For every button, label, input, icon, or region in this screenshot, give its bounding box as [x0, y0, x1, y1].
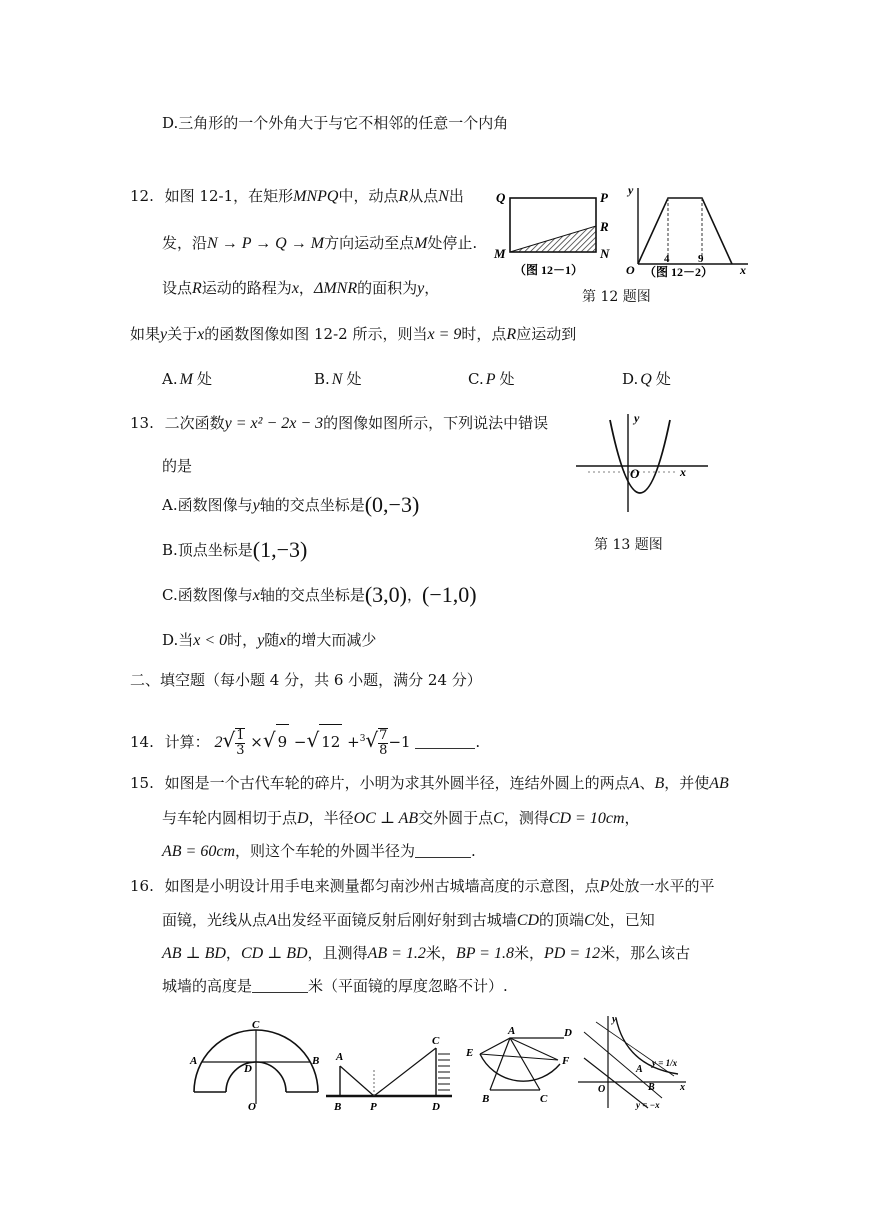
- q16-number: 16.: [130, 877, 154, 895]
- text: 关于: [167, 325, 198, 343]
- label-y-neg-x: y = −x: [636, 1100, 660, 1110]
- op: +: [347, 733, 360, 751]
- q12-option-a: [162, 369, 212, 390]
- label-o: O: [248, 1101, 256, 1112]
- text: 米，: [425, 944, 456, 962]
- text: ，: [424, 279, 440, 297]
- radical-sign: √: [222, 728, 236, 752]
- label-y: y: [612, 1014, 617, 1025]
- num: 1: [236, 728, 245, 743]
- label-e: E: [466, 1047, 474, 1059]
- text: ，并使: [664, 774, 710, 792]
- var: D: [297, 810, 309, 827]
- var: y: [252, 497, 260, 514]
- answer-blank[interactable]: [415, 843, 471, 858]
- q13-number: 13.: [130, 414, 154, 432]
- text: 出: [448, 187, 464, 205]
- value: (0,−3): [364, 492, 420, 517]
- text: 发，沿: [162, 234, 208, 252]
- label-f: F: [562, 1055, 570, 1067]
- text: C.函数图像与: [162, 586, 253, 604]
- text: 随: [264, 631, 280, 649]
- var: A: [629, 775, 640, 792]
- q13-line-2: 的是: [162, 457, 193, 475]
- text: ，: [225, 944, 241, 962]
- q12-option-d: [622, 369, 671, 390]
- var: x: [252, 587, 260, 604]
- answer-blank[interactable]: [415, 734, 475, 749]
- var: ΔMNR: [313, 280, 358, 297]
- root-index: 3: [359, 734, 366, 744]
- var: R: [506, 326, 517, 343]
- text: 运动的路程为: [201, 279, 292, 297]
- text: 设点: [162, 279, 193, 297]
- figure-13: [568, 408, 718, 518]
- text: 的顶端: [539, 911, 585, 929]
- q13-line-1: [130, 413, 548, 434]
- op: −: [293, 733, 307, 751]
- figure-16-wall: [322, 1030, 462, 1114]
- q13-option-d: [162, 630, 376, 651]
- equation: CD = 10cm: [548, 810, 625, 827]
- var: M: [179, 371, 193, 388]
- q16-line-4: [162, 976, 508, 996]
- text: 时，: [227, 631, 258, 649]
- value: (3,0): [364, 582, 407, 607]
- var: C: [493, 810, 504, 827]
- q14-number: 14.: [130, 733, 154, 751]
- figure-15-wheel: [176, 1016, 326, 1112]
- var: y: [160, 326, 168, 343]
- den: 8: [379, 743, 388, 758]
- label-b: B: [482, 1093, 490, 1105]
- label-c: C: [432, 1035, 440, 1047]
- text: 处放一水平的平: [609, 877, 715, 895]
- chord-ac: [510, 1038, 540, 1090]
- var: CD: [516, 912, 540, 929]
- label-d: D: [432, 1101, 440, 1113]
- chord-ab: [490, 1038, 510, 1090]
- q16-line-1: [130, 876, 714, 897]
- q12-line-4: [130, 324, 576, 345]
- q11-option-d: D.三角形的一个外角大于与它不相邻的任意一个内角: [162, 114, 509, 132]
- var: MNPQ: [293, 188, 339, 205]
- q12-number: 12.: [130, 187, 154, 205]
- text: 与车轮内圆相切于点: [162, 809, 298, 827]
- op: ×: [250, 733, 263, 751]
- equation: AB = 1.2: [367, 945, 426, 962]
- var: R: [192, 280, 202, 297]
- q16-line-3: [162, 943, 690, 964]
- tick-9: 9: [698, 253, 704, 265]
- var: N: [331, 371, 343, 388]
- end: .: [471, 842, 476, 860]
- text: 、: [639, 774, 655, 792]
- q15-line-3: [162, 841, 476, 862]
- sqrt-12: 12: [319, 724, 342, 759]
- text: ，则这个车轮的外圆半径为: [235, 842, 416, 860]
- figure-hyperbola: [574, 1012, 694, 1112]
- wall-bricks: [438, 1054, 450, 1090]
- var: A: [267, 912, 277, 929]
- equation: AB ⊥ BD: [162, 945, 226, 962]
- var: N: [438, 188, 449, 205]
- text: D.当: [162, 631, 194, 649]
- q16-line-2: [162, 910, 655, 931]
- text: 面镜，光线从点: [162, 911, 268, 929]
- fraction-1-3: [235, 728, 245, 758]
- value: (−1,0): [422, 582, 477, 607]
- text: 米（平面镜的厚度忽略不计）.: [308, 977, 508, 995]
- coef: 2: [214, 734, 223, 751]
- label-y: y: [628, 183, 634, 197]
- text: 如图是一个古代车轮的碎片，小明为求其外圆半径，连结外圆上的两点: [164, 774, 630, 792]
- equation: BP = 1.8: [455, 945, 514, 962]
- label-b: B: [312, 1055, 320, 1067]
- text: 米，那么该古: [600, 944, 691, 962]
- fig-12-1-caption: （图 12－1）: [514, 263, 584, 277]
- answer-blank[interactable]: [252, 978, 308, 993]
- q14-line: [130, 722, 480, 756]
- radical-sign: √: [365, 728, 379, 752]
- label-p: P: [370, 1101, 377, 1113]
- label-o: O: [630, 466, 640, 481]
- label-x: x: [680, 465, 686, 479]
- label-y-1-over-x: y = 1/x: [652, 1058, 678, 1068]
- var: R: [398, 188, 409, 205]
- label-d: D: [564, 1027, 572, 1039]
- label-a: A: [508, 1025, 516, 1037]
- var: B: [654, 775, 665, 792]
- q12-figure-caption: 第 12 题图: [582, 289, 651, 305]
- text: ，测得: [503, 809, 549, 827]
- label-c: C: [540, 1093, 548, 1105]
- text: 方向运动至点: [324, 234, 415, 252]
- num: 7: [379, 728, 388, 743]
- radical-sign: √: [306, 728, 320, 752]
- text: 应运动到: [516, 325, 577, 343]
- line-ead: [480, 1038, 564, 1054]
- label-d: D: [244, 1063, 252, 1075]
- var: x: [197, 326, 205, 343]
- equation: CD ⊥ BD: [240, 945, 308, 962]
- fig-12-2-caption: （图 12－2）: [644, 265, 714, 279]
- text: ，: [407, 586, 423, 604]
- radical-sign: √: [262, 728, 276, 752]
- text: 如图是小明设计用手电来测量都匀南沙州古城墙高度的示意图，点: [164, 877, 600, 895]
- text: ，: [298, 279, 314, 297]
- var: P: [599, 878, 610, 895]
- text: 如果: [130, 325, 161, 343]
- op: −1: [388, 733, 411, 751]
- equation: OC ⊥ AB: [353, 810, 419, 827]
- text: 出发经平面镜反射后刚好射到古城墙: [276, 911, 517, 929]
- parabola: [610, 420, 670, 493]
- q12-line-2: [162, 233, 477, 254]
- figure-12-2: [624, 180, 754, 280]
- text: 米，: [513, 944, 544, 962]
- fraction-7-8: [378, 728, 388, 758]
- var: y: [257, 632, 265, 649]
- label: B.: [314, 370, 330, 388]
- label-a: A: [636, 1064, 643, 1075]
- sqrt-9: 9: [276, 724, 290, 759]
- label-o: O: [626, 263, 635, 277]
- label-p: P: [600, 190, 608, 205]
- function-graph: [638, 198, 732, 264]
- label-q: Q: [496, 190, 506, 205]
- label-m: M: [494, 246, 506, 261]
- label-o: O: [598, 1084, 606, 1095]
- q12-line-3: [162, 278, 439, 299]
- value: (1,−3): [252, 537, 308, 562]
- label-c: C: [252, 1019, 260, 1031]
- equation: PD = 12: [544, 945, 601, 962]
- equation: y = x² − 2x − 3: [224, 415, 324, 432]
- condition: x < 0: [193, 632, 228, 649]
- var: y: [417, 280, 425, 297]
- text: 轴的交点坐标是: [259, 586, 365, 604]
- equation: AB = 60cm: [162, 843, 235, 860]
- q13-option-a: [162, 492, 420, 517]
- figure-12-1: [490, 184, 620, 280]
- text: 的增大而减少: [286, 631, 377, 649]
- label-a: A: [336, 1051, 344, 1063]
- q15-line-1: [130, 773, 729, 794]
- label-x: x: [740, 263, 746, 277]
- ray-pc: [374, 1048, 436, 1096]
- text: 如图 12-1，在矩形: [164, 187, 294, 205]
- text: 处: [196, 370, 212, 388]
- text: 交外圆于点: [418, 809, 494, 827]
- q13-option-b: [162, 537, 308, 562]
- text: 从点: [408, 187, 439, 205]
- q12-line-1: [130, 186, 464, 207]
- text: 处: [499, 370, 515, 388]
- label-x: x: [680, 1082, 685, 1093]
- section-2-title: 二、填空题（每小题 4 分，共 6 小题，满分 24 分）: [130, 671, 482, 689]
- text: 中，动点: [338, 187, 399, 205]
- text: 二次函数: [164, 414, 225, 432]
- text: 的图像如图所示，下列说法中错误: [323, 414, 549, 432]
- text: ，: [624, 809, 640, 827]
- arc: [480, 1054, 560, 1081]
- text: A.函数图像与: [162, 496, 253, 514]
- text: 的函数图像如图 12-2 所示，则当: [204, 325, 428, 343]
- label-b: B: [334, 1101, 342, 1113]
- tick-4: 4: [664, 253, 670, 265]
- text: 处，已知: [594, 911, 655, 929]
- label-n: N: [600, 246, 610, 261]
- figure-circle-chords: [460, 1024, 578, 1106]
- var: P: [485, 371, 496, 388]
- q13-figure-caption: 第 13 题图: [594, 537, 663, 553]
- var: x: [291, 280, 299, 297]
- q15-number: 15.: [130, 774, 154, 792]
- label-y: y: [634, 411, 640, 425]
- path-expr: N → P → Q → M: [207, 235, 325, 252]
- den: 3: [236, 743, 245, 758]
- q12-option-c: [468, 369, 515, 390]
- q15-line-2: [162, 808, 640, 829]
- text: 的面积为: [357, 279, 418, 297]
- text: B.顶点坐标是: [162, 541, 253, 559]
- text: 时，点: [461, 325, 507, 343]
- text: 计算：: [164, 733, 210, 751]
- equation: x = 9: [427, 326, 462, 343]
- text: 处: [346, 370, 362, 388]
- label-b: B: [648, 1082, 655, 1093]
- text: 处: [655, 370, 671, 388]
- text: ，半径: [308, 809, 354, 827]
- var: M: [414, 235, 428, 252]
- text: 处停止.: [427, 234, 478, 252]
- label: C.: [468, 370, 484, 388]
- label: A.: [162, 370, 178, 388]
- label: D.: [622, 370, 639, 388]
- var: x: [279, 632, 287, 649]
- var: AB: [709, 775, 729, 792]
- text: 城墙的高度是: [162, 977, 253, 995]
- triangle-mnr: [510, 226, 596, 252]
- var: C: [584, 912, 595, 929]
- label-r: R: [600, 219, 609, 234]
- text: 轴的交点坐标是: [259, 496, 365, 514]
- q12-option-b: [314, 369, 361, 390]
- var: Q: [640, 371, 652, 388]
- text: ，且测得: [307, 944, 368, 962]
- end: .: [475, 733, 481, 751]
- label-a: A: [190, 1055, 198, 1067]
- ray-ap: [340, 1066, 374, 1096]
- q13-option-c: [162, 582, 477, 607]
